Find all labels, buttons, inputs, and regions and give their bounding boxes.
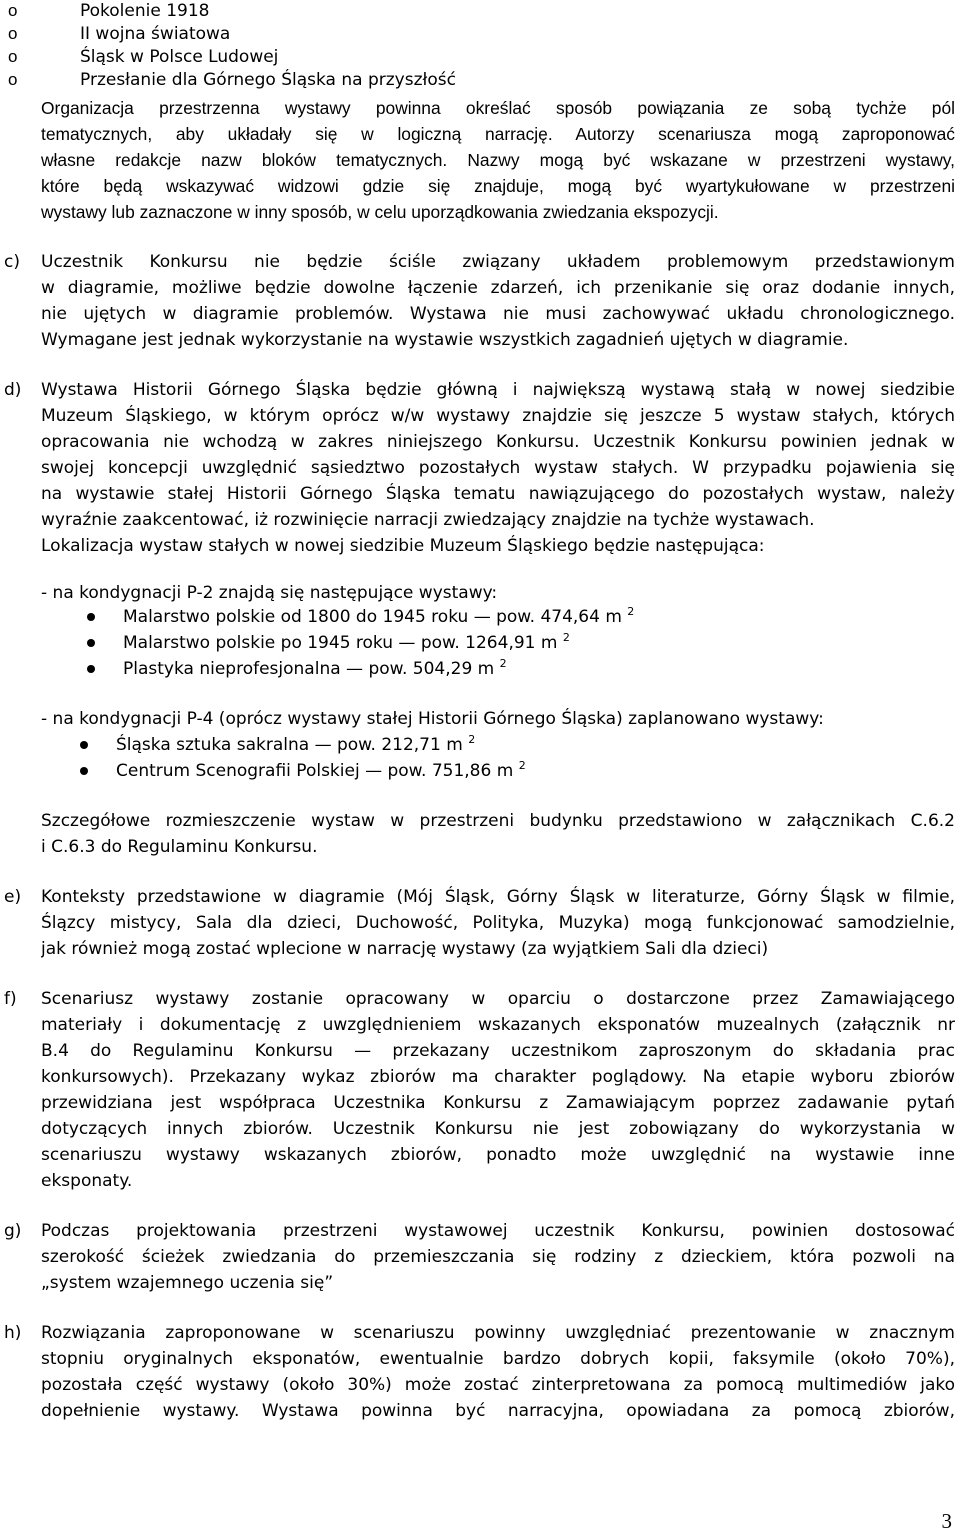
paragraph-line: które będą wskazywać widzowi gdzie się znajduje, mogą być wyartykułowane w przestrzeni xyxy=(41,176,955,196)
paragraph-line: własne redakcje nazw bloków tematycznych. Nazwy mogą być wskazane w przestrzeni wystawy, xyxy=(41,150,955,170)
paragraph-line: Muzeum Śląskiego, w którym oprócz w/w wystawy znajdzie się jeszcze 5 wystaw stałych, których xyxy=(41,406,955,426)
paragraph-line: opracowania nie wchodzą w zakres niniejszego Konkursu. Uczestnik Konkursu powinien jednak w xyxy=(41,432,955,452)
list-item: Plastyka nieprofesjonalna — pow. 504,29 m $^2$ xyxy=(123,657,507,679)
bullet-icon xyxy=(80,741,88,749)
paragraph-line: stopniu oryginalnych eksponatów, ewentualnie bardzo dobrych kopii, faksymile (około 70%), xyxy=(41,1349,955,1369)
paragraph-line: swojej koncepcji uwzględnić sąsiedztwo pozostałych wystaw stałych. W przypadku pojawienia się xyxy=(41,458,955,478)
outline-item: Pokolenie 1918 xyxy=(80,1,210,21)
section-marker: h) xyxy=(4,1323,22,1343)
paragraph-line: wyraźnie zaakcentować, iż rozwinięcie narracji zwiedzający znajdzie na tychże wystawach. xyxy=(41,510,815,530)
list-item: Śląska sztuka sakralna — pow. 212,71 m $^2$ xyxy=(116,733,476,755)
page-number: 3 xyxy=(941,1509,952,1533)
list-item: Centrum Scenografii Polskiej — pow. 751,86 m $^2$ xyxy=(116,759,526,781)
paragraph-line: na wystawie stałej Historii Górnego Śląska tematu nawiązującego do pozostałych wystaw, należy xyxy=(41,484,955,504)
bullet-icon xyxy=(87,639,95,647)
outline-item: II wojna światowa xyxy=(80,24,231,44)
bullet-icon xyxy=(80,767,88,775)
paragraph-line: szerokość ścieżek zwiedzania do przemieszczania się rodziny z dzieckiem, która pozwoli na xyxy=(41,1247,955,1267)
paragraph-line: Wystawa Historii Górnego Śląska będzie główną i największą wystawą stałą w nowej siedzibie xyxy=(41,380,955,400)
paragraph-line: i C.6.3 do Regulaminu Konkursu. xyxy=(41,837,318,857)
section-marker: g) xyxy=(4,1221,22,1241)
outline-marker: o xyxy=(8,1,18,20)
paragraph-line: Podczas projektowania przestrzeni wystawowej uczestnik Konkursu, powinien dostosować xyxy=(41,1221,955,1241)
paragraph-line: Ślązcy mistycy, Sala dla dzieci, Duchowość, Polityka, Muzyka) mogą funkcjonować samodzielnie, xyxy=(41,913,955,933)
section-marker: e) xyxy=(4,887,22,907)
paragraph-line: jak również mogą zostać wplecione w narrację wystawy (za wyjątkiem Sali dla dzieci) xyxy=(41,939,769,959)
paragraph-line: B.4 do Regulaminu Konkursu — przekazany uczestnikom zaproszonym do składania prac xyxy=(41,1041,955,1061)
paragraph-line: Uczestnik Konkursu nie będzie ściśle związany układem problemowym przedstawionym xyxy=(41,252,955,272)
paragraph-line: nie ujętych w diagramie problemów. Wystawa nie musi zachowywać układu chronologicznego. xyxy=(41,304,955,324)
paragraph-line: tematycznych, aby układały się w logiczną narrację. Autorzy scenariusza mogą zaproponować xyxy=(41,124,955,144)
outline-marker: o xyxy=(8,70,18,89)
paragraph-line: Scenariusz wystawy zostanie opracowany w oparciu o dostarczone przez Zamawiającego xyxy=(41,989,955,1009)
floor-p4-heading: - na kondygnacji P-4 (oprócz wystawy stałej Historii Górnego Śląska) zaplanowano wystawy: xyxy=(41,709,824,729)
outline-item: Śląsk w Polsce Ludowej xyxy=(80,47,279,67)
bullet-icon xyxy=(87,665,95,673)
paragraph-line: materiały i dokumentację z uwzględnieniem wskazanych eksponatów muzealnych (załącznik nr xyxy=(41,1015,955,1035)
paragraph-line: scenariuszu wystawy wskazanych zbiorów, ponadto może uwzględnić na wystawie inne xyxy=(41,1145,955,1165)
paragraph-line: eksponaty. xyxy=(41,1171,133,1191)
paragraph-line: Szczegółowe rozmieszczenie wystaw w przestrzeni budynku przedstawiono w załącznikach C.6.2 xyxy=(41,811,955,831)
outline-marker: o xyxy=(8,24,18,43)
paragraph-line: Lokalizacja wystaw stałych w nowej siedzibie Muzeum Śląskiego będzie następująca: xyxy=(41,536,765,556)
paragraph-line: konkursowych). Przekazany wykaz zbiorów ma charakter poglądowy. Na etapie wyboru zbiorów xyxy=(41,1067,955,1087)
outline-marker: o xyxy=(8,47,18,66)
paragraph-line: w diagramie, możliwe będzie dowolne łączenie zdarzeń, ich przenikanie się oraz dodanie innych, xyxy=(41,278,955,298)
section-marker: d) xyxy=(4,380,22,400)
bullet-icon xyxy=(87,613,95,621)
outline-item: Przesłanie dla Górnego Śląska na przyszłość xyxy=(80,70,456,90)
list-item: Malarstwo polskie po 1945 roku — pow. 1264,91 m $^2$ xyxy=(123,631,570,653)
section-marker: c) xyxy=(4,252,20,272)
list-item: Malarstwo polskie od 1800 do 1945 roku — pow. 474,64 m $^2$ xyxy=(123,605,635,627)
paragraph-line: Organizacja przestrzenna wystawy powinna określać sposób powiązania ze sobą tychże pól xyxy=(41,98,955,118)
paragraph-line: dopełnienie wystawy. Wystawa powinna być narracyjna, opowiadana za pomocą zbiorów, xyxy=(41,1401,955,1421)
paragraph-line: dotyczących innych zbiorów. Uczestnik Konkursu nie jest zobowiązany do wykorzystania w xyxy=(41,1119,955,1139)
paragraph-line: „system wzajemnego uczenia się” xyxy=(41,1273,334,1293)
paragraph-line: pozostała część wystawy (około 30%) może zostać zinterpretowana za pomocą multimediów jako xyxy=(41,1375,955,1395)
paragraph-line: Konteksty przedstawione w diagramie (Mój Śląsk, Górny Śląsk w literaturze, Górny Śląsk w filmie, xyxy=(41,887,955,907)
paragraph-line: Wymagane jest jednak wykorzystanie na wystawie wszystkich zagadnień ujętych w diagramie. xyxy=(41,330,849,350)
floor-p2-heading: - na kondygnacji P-2 znajdą się następujące wystawy: xyxy=(41,583,498,603)
section-marker: f) xyxy=(4,989,17,1009)
paragraph-line: Rozwiązania zaproponowane w scenariuszu powinny uwzględniać prezentowanie w znacznym xyxy=(41,1323,955,1343)
paragraph-line: przewidziana jest współpraca Uczestnika Konkursu z Zamawiającym poprzez zadawanie pytań xyxy=(41,1093,955,1113)
paragraph-line: wystawy lub zaznaczone w inny sposób, w celu uporządkowania zwiedzania ekspozycji. xyxy=(41,202,719,222)
